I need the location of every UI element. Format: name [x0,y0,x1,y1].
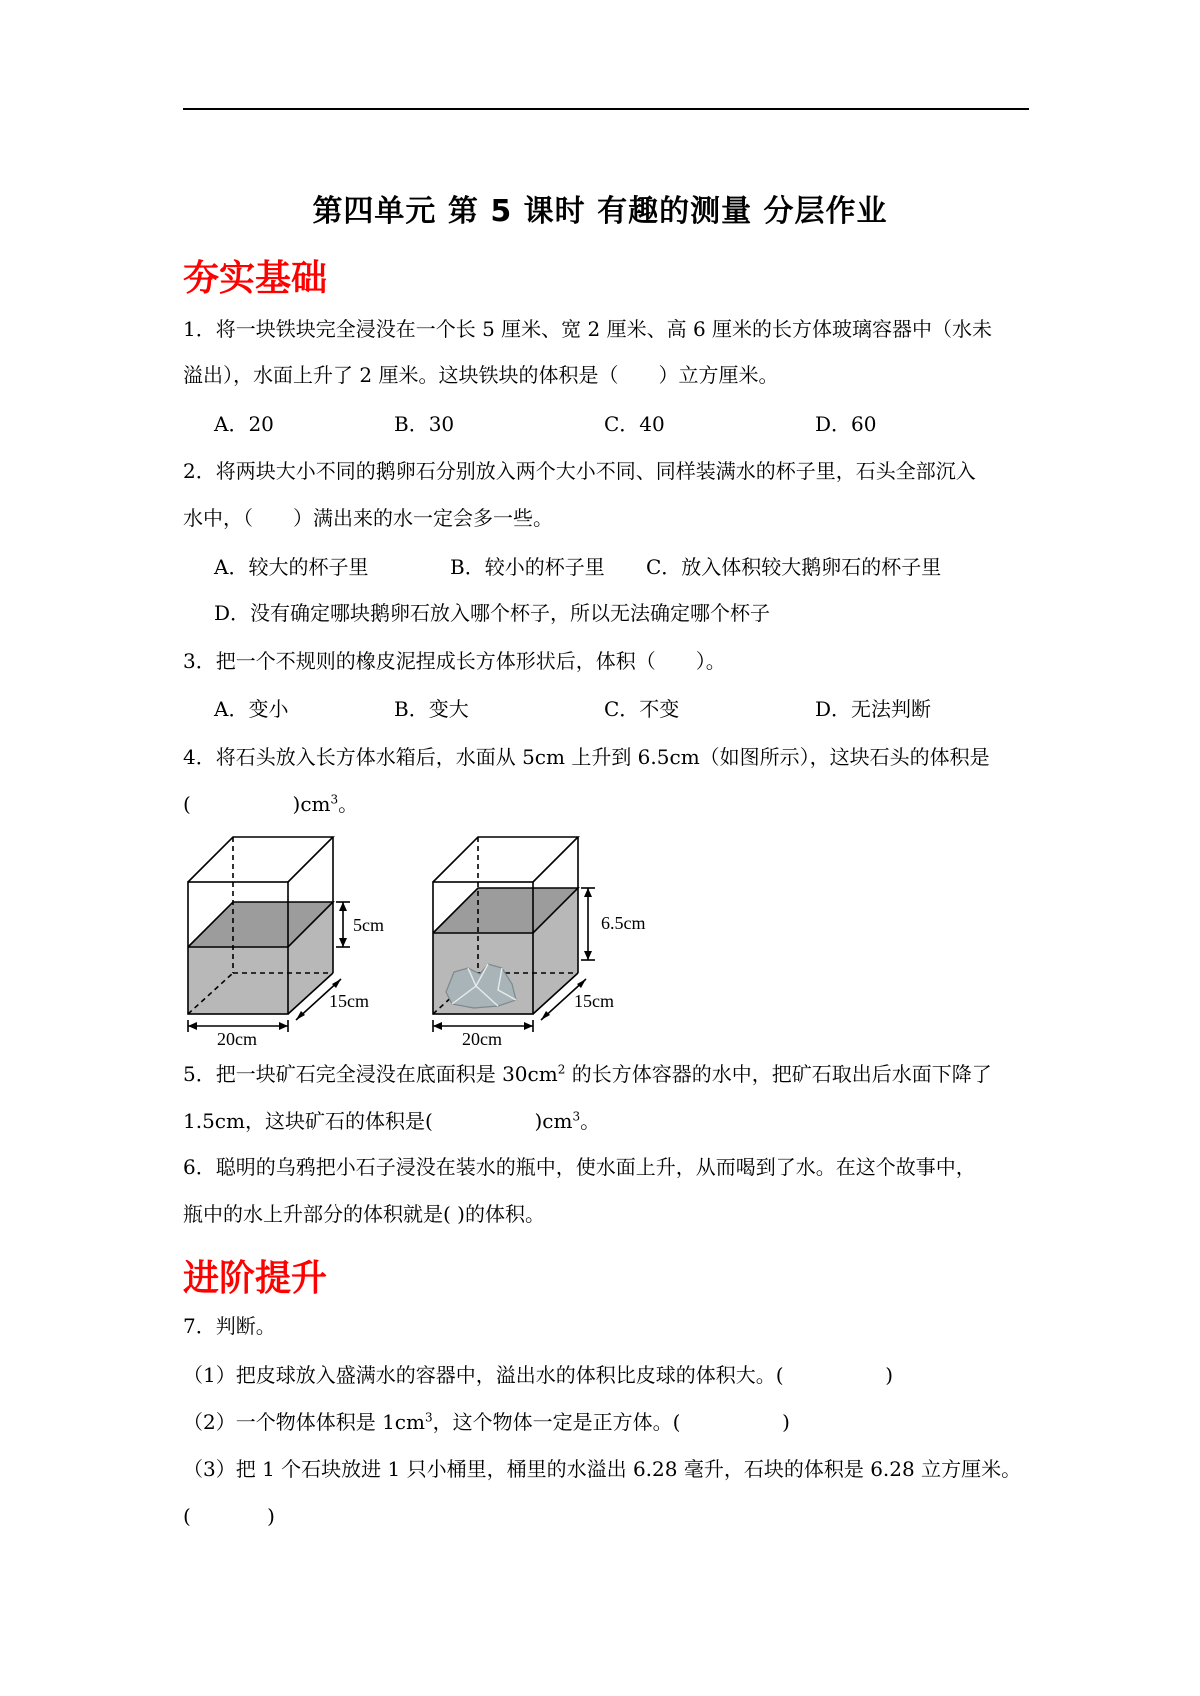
question-2-line-1: 2．将两块大小不同的鹅卵石分别放入两个大小不同、同样装满水的杯子里，石头全部沉入 [183,459,976,483]
unit-exponent: 3 [424,1410,433,1425]
arrow-head [188,1022,197,1030]
question-3-option-d: D．无法判断 [815,697,932,721]
question-3-option-a: A．变小 [214,697,289,721]
question-2-option-c: C．放入体积较大鹅卵石的杯子里 [646,555,942,579]
page-title: 第四单元 第 5 课时 有趣的测量 分层作业 [312,194,888,229]
question-7-item-3: （3）把 1 个石块放进 1 只小桶里，桶里的水溢出 6.28 毫升，石块的体积是 6.28 立方厘米。 [183,1457,1022,1481]
arrow-head [524,1022,533,1030]
punctuation: 。 [338,792,359,816]
question-4-line-2 [183,789,358,819]
unit-exponent: 2 [557,1062,566,1077]
arrow-head [433,1022,442,1030]
arrow-head [339,902,347,911]
question-7-item-2 [183,1407,790,1437]
question-1-line-1: 1．将一块铁块完全浸没在一个长 5 厘米、宽 2 厘米、高 6 厘米的长方体玻璃容器中（水未 [183,317,993,341]
question-3-line-1: 3．把一个不规则的橡皮泥捏成长方体形状后，体积（ ）。 [183,649,726,673]
section-heading-advanced: 进阶提升 [183,1258,328,1299]
question-5-line-2 [183,1106,600,1136]
question-1-option-d: D．60 [815,412,877,436]
arrow-head [339,938,347,947]
tank-before [188,837,350,1032]
question-7-item-1: （1）把皮球放入盛满水的容器中，溢出水的体积比皮球的体积大。( ) [183,1363,894,1387]
label-depth-before: 15cm [329,991,369,1011]
header-rule [183,108,1029,110]
question-5-text: 的长方体容器的水中，把矿石取出后水面下降了 [565,1062,992,1086]
question-7-line-1: 7．判断。 [183,1314,276,1338]
question-6-line-2: 瓶中的水上升部分的体积就是( )的体积。 [183,1202,545,1226]
question-7-text: ，这个物体一定是正方体。( ) [432,1410,790,1434]
question-3-option-b: B．变大 [394,697,469,721]
question-2-option-b: B．较小的杯子里 [450,555,605,579]
arrow-head [584,888,592,897]
question-1-line-2: 溢出），水面上升了 2 厘米。这块铁块的体积是（ ）立方厘米。 [183,363,779,387]
label-height-before: 5cm [353,915,384,935]
question-5-text: 1.5cm，这块矿石的体积是( )cm [183,1109,573,1133]
question-7-text: （2）一个物体体积是 1cm [183,1410,425,1434]
question-4-line-1: 4．将石头放入长方体水箱后，水面从 5cm 上升到 6.5cm（如图所示），这块石头的体积是 [183,745,990,769]
arrow-head [584,951,592,960]
arrow-head [279,1022,288,1030]
question-3-option-c: C．不变 [604,697,680,721]
unit-exponent: 3 [330,792,339,807]
question-7-item-3-blank: ( ) [183,1504,275,1528]
tank-diagram [183,834,663,1048]
label-width-before: 20cm [217,1029,257,1048]
answer-blank: ( )cm [183,792,331,816]
label-height-after: 6.5cm [601,913,646,933]
label-width-after: 20cm [462,1029,502,1048]
tank-figure [183,834,663,1048]
tank-top-edges [433,837,578,882]
question-6-line-1: 6．聪明的乌鸦把小石子浸没在装水的瓶中，使水面上升，从而喝到了水。在这个故事中， [183,1155,976,1179]
label-depth-after: 15cm [574,991,614,1011]
question-2-option-d: D．没有确定哪块鹅卵石放入哪个杯子，所以无法确定哪个杯子 [214,601,771,625]
question-5-line-1 [183,1059,992,1089]
question-1-option-a: A．20 [214,412,274,436]
question-2-line-2: 水中，（ ）满出来的水一定会多一些。 [183,506,553,530]
unit-exponent: 3 [572,1109,581,1124]
question-1-option-c: C．40 [604,412,665,436]
question-2-option-a: A．较大的杯子里 [214,555,369,579]
tank-top-edges [188,837,333,882]
question-5-text: 5．把一块矿石完全浸没在底面积是 30cm [183,1062,558,1086]
tank-after [433,837,595,1032]
punctuation: 。 [580,1109,601,1133]
section-heading-basic: 夯实基础 [183,258,328,299]
question-1-option-b: B．30 [394,412,455,436]
